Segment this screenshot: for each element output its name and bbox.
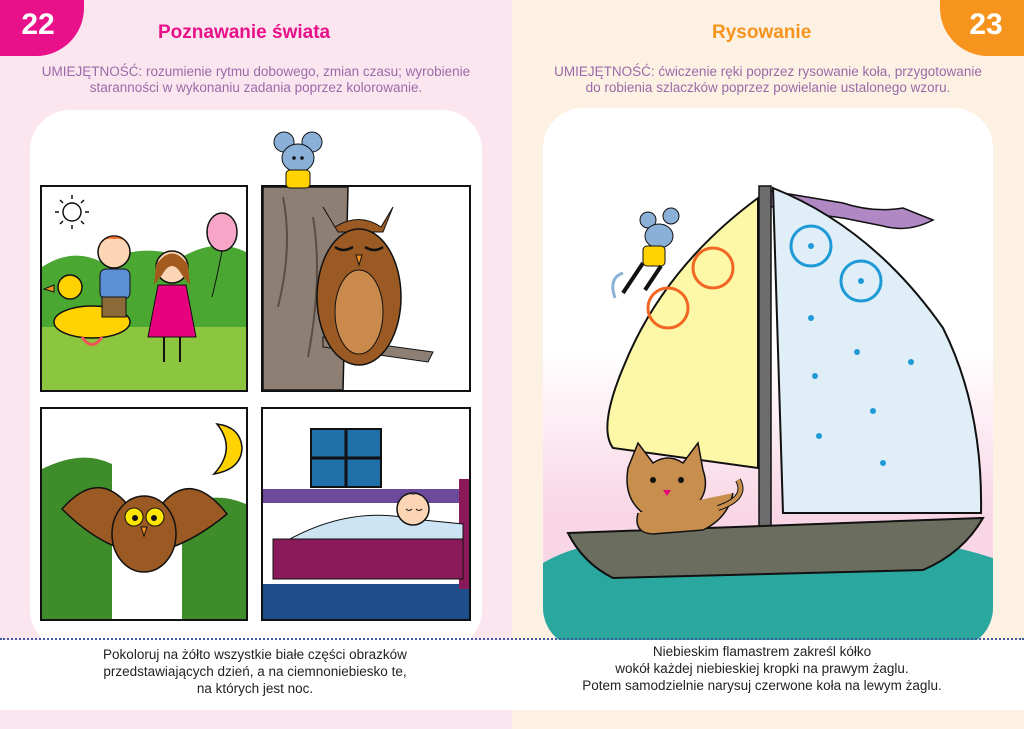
- right-page-title: Rysowanie: [712, 22, 812, 43]
- panel-day-park: [40, 185, 248, 392]
- left-skill-text: [6, 64, 506, 96]
- left-instruction: [40, 646, 470, 697]
- left-instruction-line-1: Pokoloruj na żółto wszystkie białe części obrazków: [103, 647, 407, 662]
- right-skill-line-2: do robienia szlaczków poprzez powielanie ustalonego wzoru.: [585, 80, 951, 95]
- panel-owl-flying-night: [40, 407, 248, 621]
- left-skill-line-2: staranności w wykonaniu zadania poprzez kolorowanie.: [89, 80, 423, 95]
- mouse-icon: [268, 130, 328, 192]
- right-instruction-line-1: Niebieskim flamastrem zakreśl kółko: [652, 644, 872, 659]
- left-skill-line-1: UMIEJĘTNOŚĆ: rozumienie rytmu dobowego, zmian czasu; wyrobienie: [41, 64, 471, 79]
- page-number-left: 22: [0, 0, 84, 56]
- left-page-title: Poznawanie świata: [158, 22, 331, 43]
- panel-boy-sleeping-night: [261, 407, 471, 621]
- window-icon: [311, 429, 381, 487]
- sailboat-scene: [543, 108, 993, 648]
- page-number-right: 23: [940, 0, 1024, 56]
- right-skill-line-1: UMIEJĘTNOŚĆ: ćwiczenie ręki poprzez rysowanie koła, przygotowanie: [554, 64, 982, 79]
- left-instruction-line-2: przedstawiających dzień, a na ciemnoniebiesko te,: [103, 664, 407, 679]
- right-instruction-line-3: Potem samodzielnie narysuj czerwone koła na lewym żaglu.: [582, 678, 942, 693]
- right-skill-text: [518, 64, 1018, 96]
- panel-owl-sleeping: [261, 185, 471, 392]
- left-instruction-line-3: na których jest noc.: [196, 681, 314, 696]
- right-instruction: [552, 643, 972, 694]
- right-instruction-line-2: wokół każdej niebieskiej kropki na prawym żaglu.: [615, 661, 909, 676]
